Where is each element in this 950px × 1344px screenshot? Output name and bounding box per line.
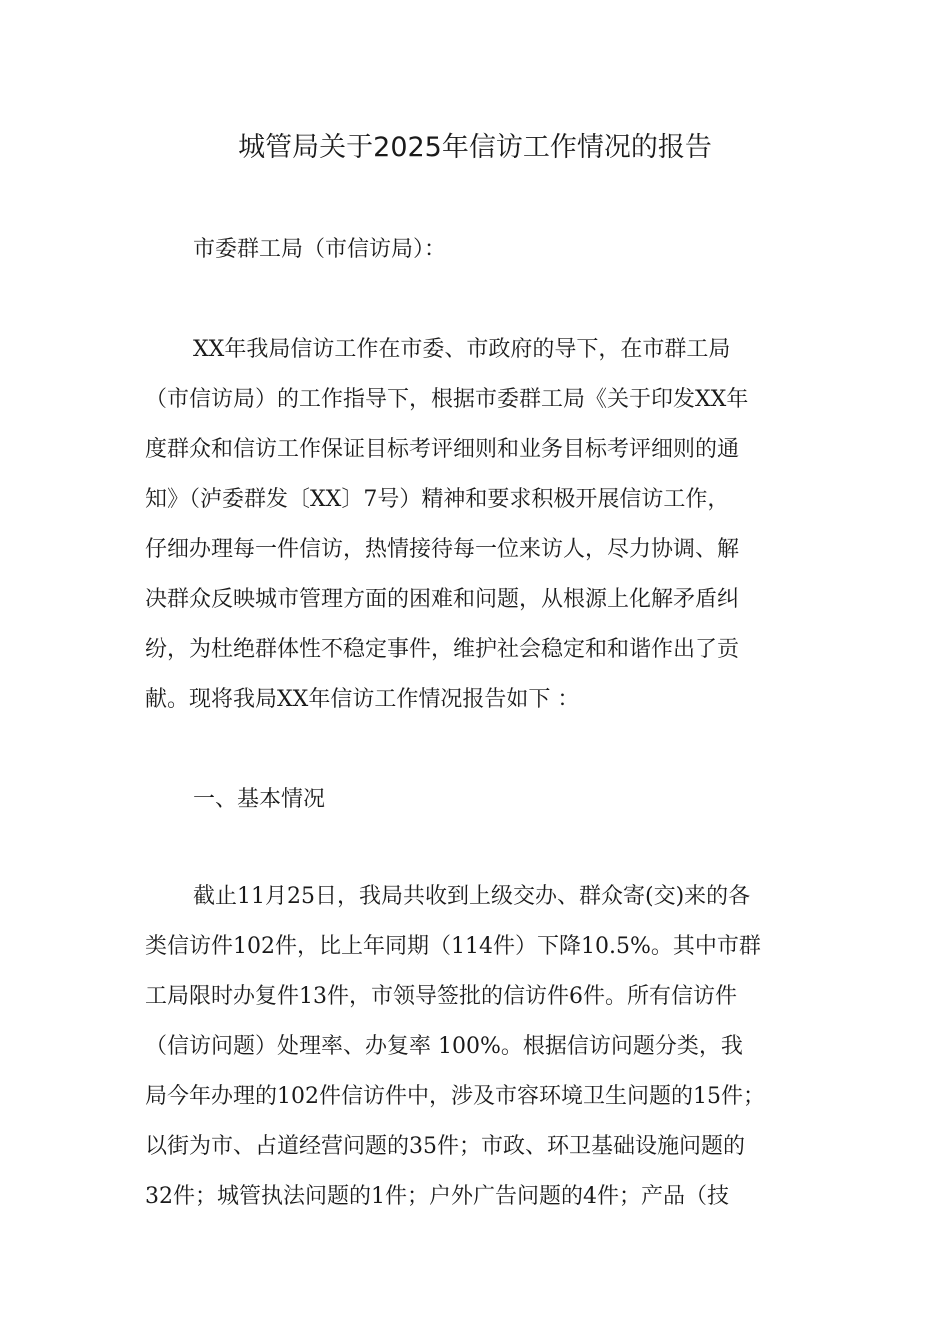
paragraph-line: 决群众反映城市管理方面的困难和问题，从根源上化解矛盾纠: [145, 587, 740, 612]
document-title: 城管局关于2025年信访工作情况的报告: [238, 132, 712, 163]
paragraph-line: 度群众和信访工作保证目标考评细则和业务目标考评细则的通: [145, 437, 740, 462]
basic-situation-paragraph: [145, 872, 813, 1222]
section-heading: 一、基本情况: [193, 787, 326, 812]
intro-paragraph: [145, 325, 813, 725]
paragraph-line: 类信访件102件，比上年同期（114件）下降10.5%。其中市群: [145, 934, 761, 959]
paragraph-line: 局今年办理的102件信访件中，涉及市容环境卫生问题的15件；: [145, 1084, 765, 1109]
paragraph-line: 工局限时办复件13件，市领导签批的信访件6件。所有信访件: [145, 984, 737, 1009]
paragraph-line: 截止11月25日，我局共收到上级交办、群众寄(交)来的各: [193, 884, 751, 909]
paragraph-line: （市信访局）的工作指导下，根据市委群工局《关于印发XX年: [145, 387, 749, 412]
paragraph-line: XX年我局信访工作在市委、市政府的导下，在市群工局: [193, 337, 731, 362]
paragraph-line: 知》（泸委群发〔XX〕7号）精神和要求积极开展信访工作，: [145, 487, 730, 512]
paragraph-line: 32件；城管执法问题的1件；户外广告问题的4件；产品（技: [145, 1184, 729, 1209]
paragraph-line: （信访问题）处理率、办复率 100%。根据信访问题分类，我: [145, 1034, 743, 1059]
paragraph-line: 仔细办理每一件信访，热情接待每一位来访人，尽力协调、解: [145, 537, 740, 562]
paragraph-line: 纷，为杜绝群体性不稳定事件，维护社会稳定和和谐作出了贡: [145, 637, 740, 662]
paragraph-line: 以街为市、占道经营问题的35件；市政、环卫基础设施问题的: [145, 1134, 745, 1159]
salutation: 市委群工局（市信访局）：: [193, 237, 447, 262]
paragraph-line: 献。现将我局XX年信访工作情况报告如下 ：: [145, 687, 580, 712]
